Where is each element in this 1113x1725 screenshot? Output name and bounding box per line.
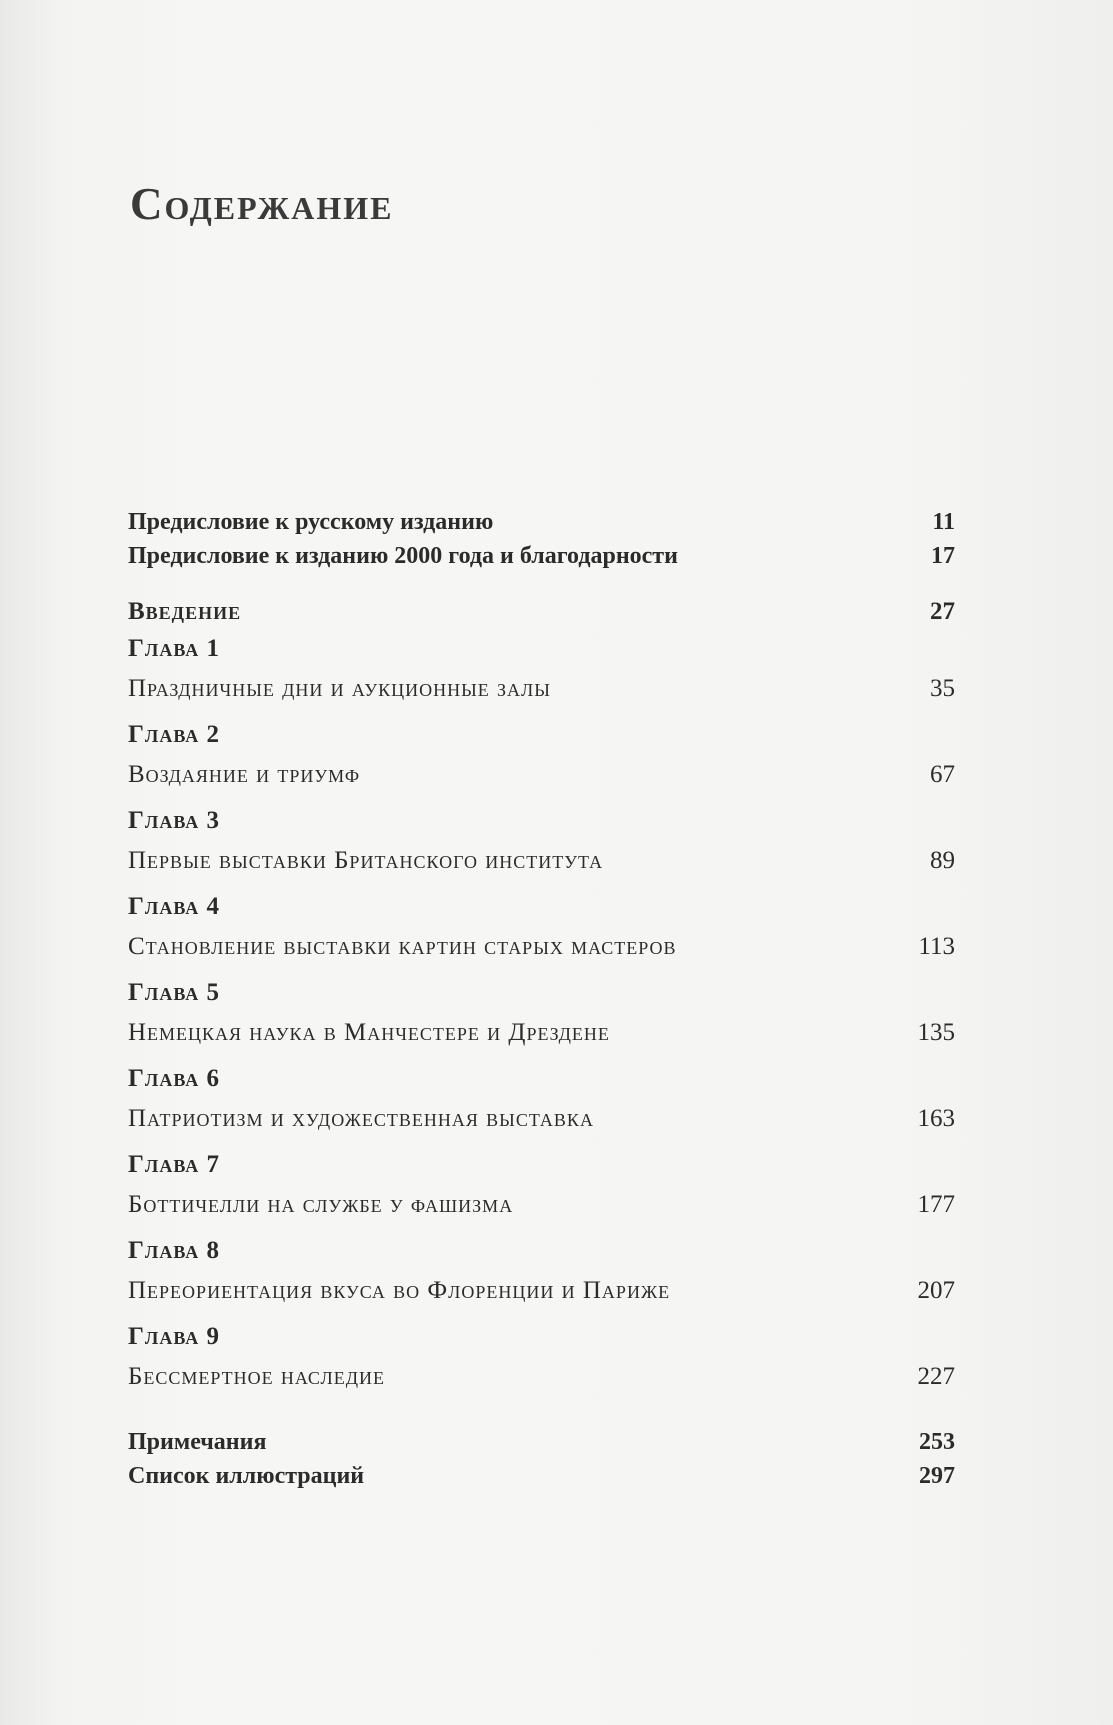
- chapter-heading: [128, 1317, 955, 1357]
- spacer: [128, 1403, 955, 1425]
- toc-entry-label: Предисловие к русскому изданию: [128, 509, 494, 535]
- chapter-title: Воздаяние и триумф: [128, 761, 361, 788]
- toc-entry-label: Введение: [128, 598, 242, 625]
- chapter-entry: [128, 669, 955, 715]
- chapter-entry: [128, 1099, 955, 1145]
- toc-entry-page: 17: [931, 543, 955, 569]
- toc-entry-page: 177: [917, 1191, 955, 1218]
- chapter-heading: [128, 1145, 955, 1185]
- chapter-number: Глава 3: [128, 807, 220, 834]
- chapter-title: Боттичелли на службе у фашизма: [128, 1191, 514, 1218]
- chapter-number: Глава 9: [128, 1323, 220, 1350]
- toc-entry-page: 11: [932, 509, 955, 535]
- toc-entry-label: Список иллюстраций: [128, 1463, 365, 1489]
- chapter-title: Патриотизм и художественная выставка: [128, 1105, 594, 1132]
- chapter-number: Глава 5: [128, 979, 220, 1006]
- toc-entry-page: 297: [919, 1463, 955, 1489]
- toc-entry-page: 135: [917, 1019, 955, 1046]
- toc-entry-page: 35: [930, 675, 955, 702]
- toc-entry-page: 113: [918, 933, 955, 960]
- chapter-entry: [128, 1185, 955, 1231]
- chapter-number: Глава 7: [128, 1151, 220, 1178]
- toc-entry-page: 67: [930, 761, 955, 788]
- toc-entry-page: 207: [917, 1277, 955, 1304]
- page-title: Содержание: [130, 179, 394, 229]
- chapter-title: Праздничные дни и аукционные залы: [128, 675, 551, 702]
- chapter-entry: [128, 927, 955, 973]
- chapter-number: Глава 4: [128, 893, 220, 920]
- toc-entry-page: 227: [917, 1363, 955, 1390]
- chapter-number: Глава 8: [128, 1237, 220, 1264]
- toc-entry-preface-russian: [128, 505, 955, 539]
- toc-entry-page: 163: [917, 1105, 955, 1132]
- toc-entry-page: 27: [930, 598, 955, 625]
- toc-entry-label: Предисловие к изданию 2000 года и благодарности: [128, 543, 678, 569]
- chapter-heading: [128, 1059, 955, 1099]
- chapter-entry: [128, 755, 955, 801]
- chapter-entry: [128, 1357, 955, 1403]
- toc-entry-preface-2000: [128, 539, 955, 573]
- chapter-heading: [128, 887, 955, 927]
- chapter-heading: [128, 801, 955, 841]
- spacer: [128, 573, 955, 595]
- toc-entry-introduction: [128, 595, 955, 629]
- chapter-number: Глава 6: [128, 1065, 220, 1092]
- toc-entry-label: Примечания: [128, 1429, 267, 1455]
- toc-entry-illustrations: [128, 1459, 955, 1493]
- chapter-heading: [128, 973, 955, 1013]
- chapter-entry: [128, 1013, 955, 1059]
- chapter-entry: [128, 841, 955, 887]
- chapter-heading: [128, 1231, 955, 1271]
- toc-entry-notes: [128, 1425, 955, 1459]
- chapter-title: Первые выставки Британского института: [128, 847, 604, 874]
- chapter-heading: [128, 715, 955, 755]
- toc-entry-page: 89: [930, 847, 955, 874]
- chapter-title: Бессмертное наследие: [128, 1363, 385, 1390]
- chapter-number: Глава 2: [128, 721, 220, 748]
- chapter-number: Глава 1: [128, 635, 220, 662]
- toc-entry-page: 253: [919, 1429, 955, 1455]
- chapter-title: Становление выставки картин старых мастеров: [128, 933, 677, 960]
- chapter-entry: [128, 1271, 955, 1317]
- chapter-heading: [128, 629, 955, 669]
- table-of-contents: [128, 505, 955, 1493]
- chapter-title: Переориентация вкуса во Флоренции и Париже: [128, 1277, 671, 1304]
- chapter-title: Немецкая наука в Манчестере и Дрездене: [128, 1019, 610, 1046]
